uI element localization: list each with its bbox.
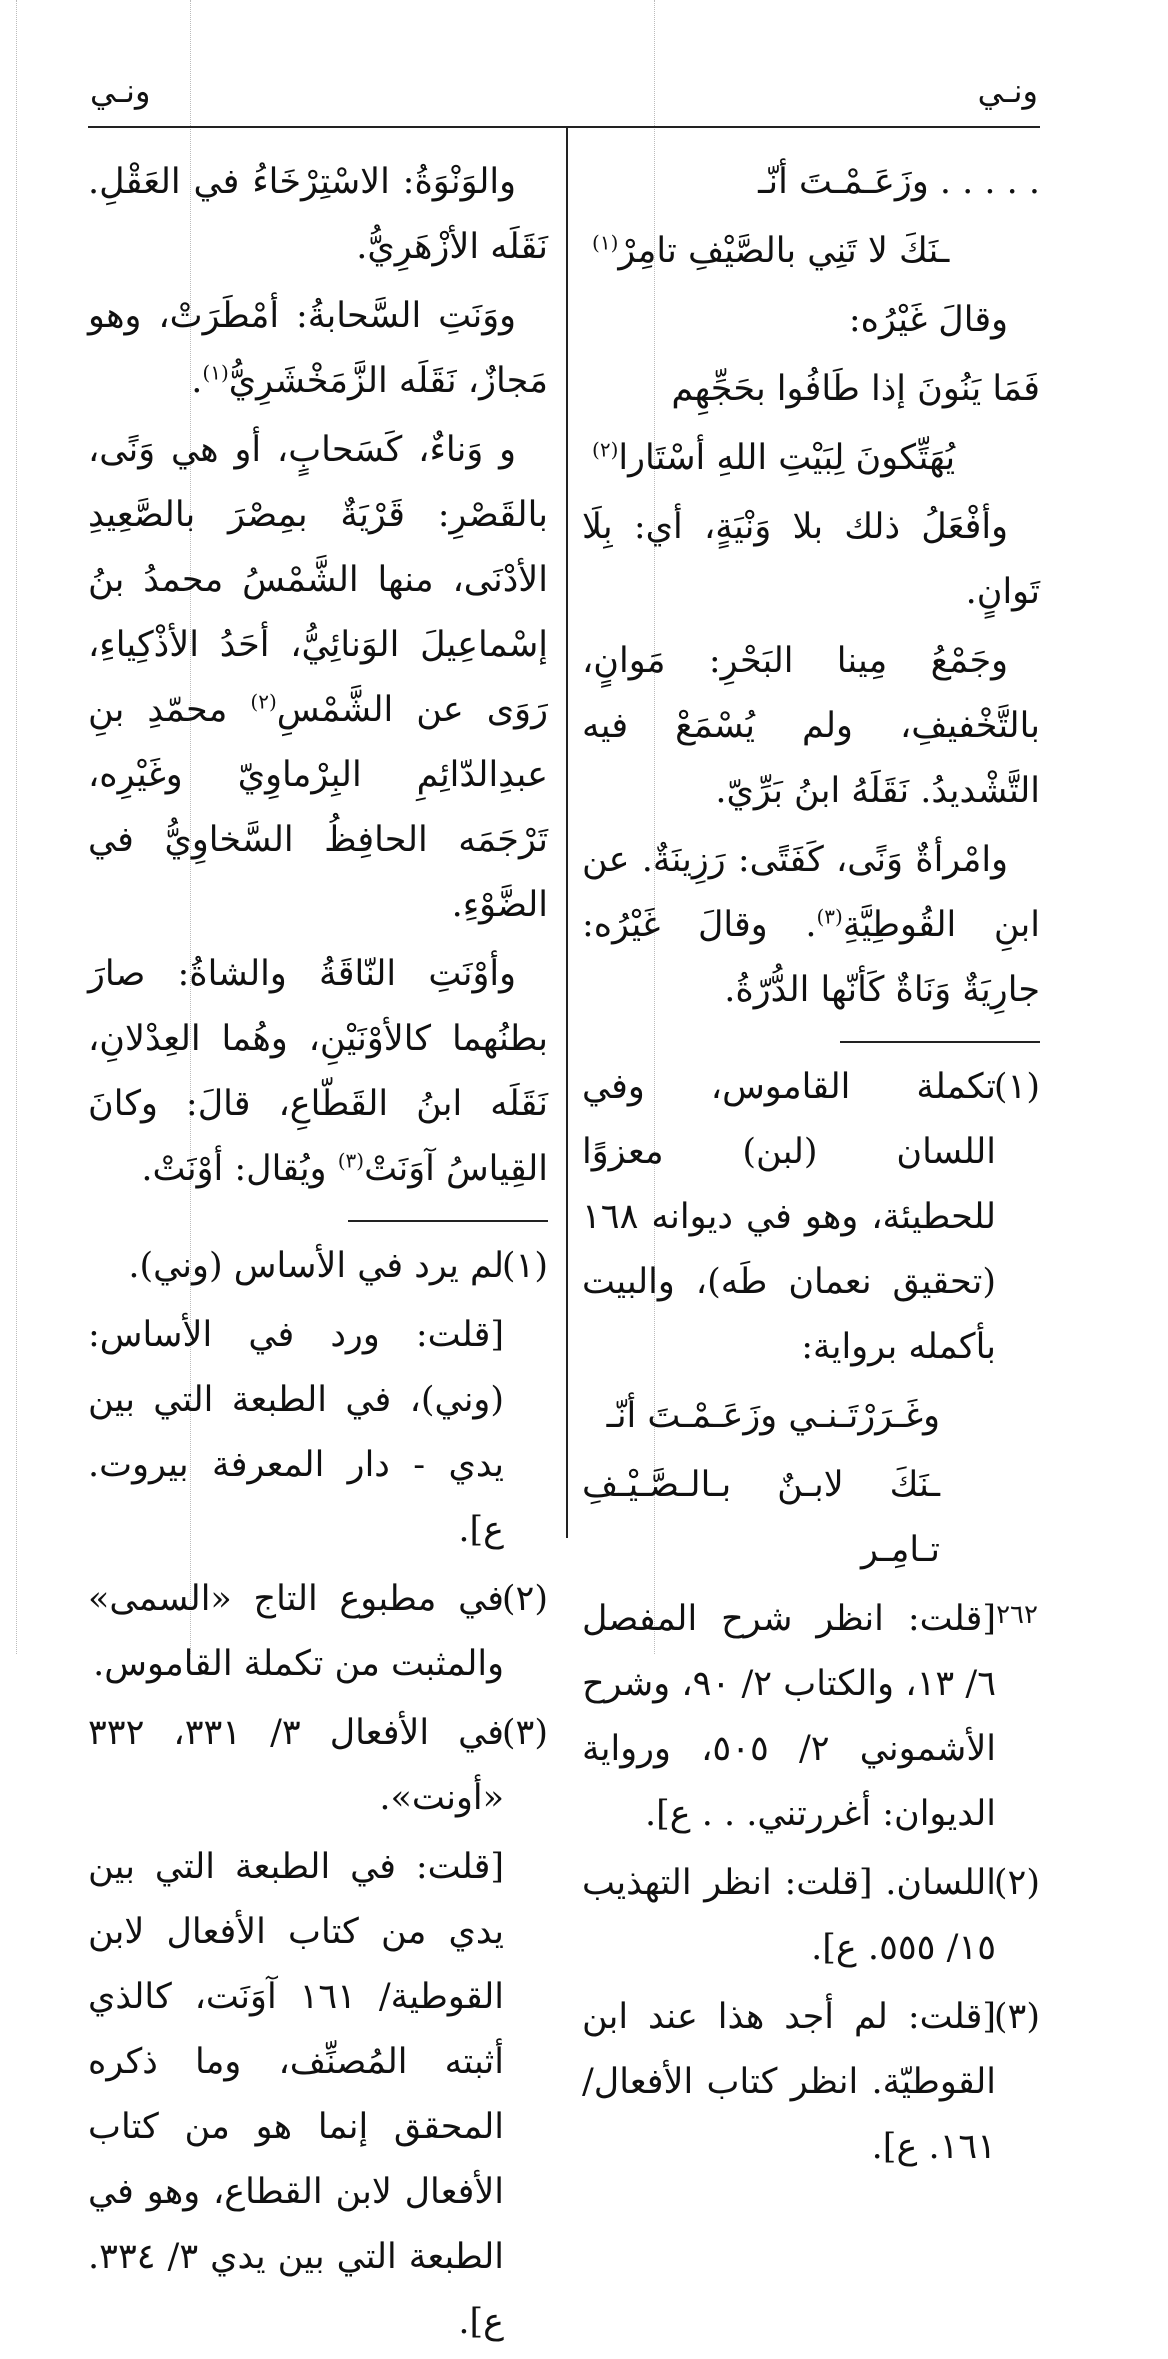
- paragraph-text-cont: . وقالَ غَيْرُه: جارِيَةٌ وَنَاةٌ كَأنّها الدُّرّةُ.: [582, 905, 1040, 1010]
- paragraph: [582, 426, 1040, 491]
- footnote-text: في مطبوع التاج «السمى» والمثبت من تكملة القاموس.: [88, 1579, 504, 1684]
- footnote-ref: (٣): [337, 1148, 365, 1173]
- footnote-text: [قلت: لم أجد هذا عند ابن القوطيّة. انظر كتاب الأفعال/ ١٦١. ع].: [582, 1997, 996, 2167]
- paragraph-text: وأفْعَلُ ذلك بلا وَنْيَةٍ، أي: بِلَا تَوانٍ.: [582, 507, 1040, 612]
- footnote: [88, 1567, 548, 1697]
- running-header-right: ونـي: [977, 72, 1038, 110]
- paragraph-text-cont: ويُقال: أوْنَتْ.: [141, 1149, 338, 1189]
- paragraph-text: و وَناءٌ، كَسَحابٍ، أو هي وَنًى، بالقَصْرِ: قَرْيَةٌ بمِصْرَ بالصَّعِيدِ الأدْنَى، منها الشَّمْسُ محمدُ بنُ إسْماعِيلَ الوَنائِيُّ، أحَدُ الأذْكِياءِ، رَوَى عن الشَّمْسِ: [88, 430, 548, 730]
- paragraph: [582, 150, 1040, 215]
- footnote-ref: (٢): [592, 437, 619, 462]
- header-rule: [88, 126, 1040, 128]
- running-header-left: ونـي: [90, 72, 151, 110]
- paragraph-text: . . . . . وزَعَـمْـتَ أنّـ: [758, 162, 1040, 202]
- footnote-rule: [348, 1220, 548, 1222]
- footnote-text: اللسان. [قلت: انظر التهذيب ١٥/ ٥٥٥. ع].: [582, 1863, 996, 1968]
- paragraph-text: فَمَا يَنُونَ إذا طَافُوا بحَجِّهِم: [671, 369, 1040, 409]
- paragraph: [88, 284, 548, 414]
- footnote: [582, 1055, 1040, 1380]
- paragraph: [582, 629, 1040, 824]
- footnote-text: لم يرد في الأساس (وني).: [128, 1246, 504, 1286]
- paragraph: [88, 418, 548, 938]
- left-column: [88, 150, 548, 2359]
- footnote-continuation: [قلت: في الطبعة التي بين يدي من كتاب الأفعال لابن القوطية/ ١٦١ آوَنَت، كالذي أثبته المُصنِّف، وما ذكره المحقق إنما هو من كتاب الأفعال لابن القطاع، وهو في الطبعة التي بين يدي ٣/ ٣٣٤. ع].: [88, 1847, 505, 2342]
- paragraph: [582, 495, 1040, 625]
- footnote-verse: وغَـرَرْتَـنـي وزَعَـمْـتَ أنّـ: [606, 1396, 940, 1436]
- paragraph: [582, 828, 1040, 1023]
- footnote: [88, 1701, 548, 1831]
- footnote-ref: (٢): [250, 689, 277, 714]
- paragraph: [88, 942, 548, 1202]
- footnote-ref: (٣): [816, 904, 843, 929]
- footnote-verse: ـنَكَ لابـنٌ بـالـصَّـيْـفِ تـامِـر: [582, 1465, 940, 1570]
- paragraph-text: والوَنْوَةُ: الاسْتِرْخَاءُ في العَقْلِ. نَقَلَه الأزْهَرِيُّ.: [88, 162, 548, 267]
- paragraph-text: يُهَتِّكونَ لِبَيْتِ اللهِ أسْتَارا: [618, 438, 956, 478]
- right-footnotes: [582, 1055, 1040, 2180]
- right-column-body: [582, 150, 1040, 1023]
- column-divider: [566, 128, 568, 1538]
- scan-guide-line: [16, 0, 17, 1654]
- paragraph-text: ووَنَتِ السَّحابةُ: أمْطَرَتْ، وهو مَجازٌ، نَقَلَه الزَّمَخْشَرِيُّ: [88, 296, 548, 401]
- footnote-number: (٢): [993, 1863, 1040, 1903]
- footnote-number: (٢): [501, 1579, 548, 1619]
- footnote-continuation: [قلت: انظر شرح المفصل ٦/ ١٣، والكتاب ٢/ ٩٠، وشرح الأشموني ٢/ ٥٠٥، ورواية الديوان: أغررتني. . . ع].: [582, 1599, 997, 1834]
- footnote-number: (٣): [993, 1997, 1040, 2037]
- paragraph-text: وقالَ غَيْرُه:: [848, 300, 1008, 340]
- paragraph: [88, 150, 548, 280]
- paragraph-text: وامْرأةٌ وَنًى، كَفَتًى: رَزِينَةٌ. عن ابنِ القُوطِيَّةِ: [582, 840, 1040, 945]
- footnote-ref: (١): [592, 230, 619, 255]
- paragraph-text-cont: .: [191, 361, 203, 401]
- paragraph-text-cont: محمّدِ بنِ عبدِالدّائِمِ البِرْماوِيّ وغَيْرِه، تَرْجَمَه الحافِظُ السَّخاوِيُّ في الضَّوْءِ.: [88, 690, 548, 925]
- footnote-ref: (١): [202, 360, 229, 385]
- footnote: [582, 1985, 1040, 2180]
- footnote-text: تكملة القاموس، وفي اللسان (لبن) معزوًا للحطيئة، وهو في ديوانه ١٦٨ (تحقيق نعمان طَه)، والبيت بأكمله برواية:: [582, 1067, 996, 1367]
- paragraph-text: وأوْنَتِ النّاقَةُ والشاةُ: صارَ بطنُهما كالأوْنَيْنِ، وهُما العِدْلانِ، نَقَلَه ابنُ القَطّاعِ، قالَ: وكانَ القِياسُ آوَنَتْ: [88, 954, 548, 1189]
- footnote-continuation: [قلت: ورد في الأساس: (وني)، في الطبعة التي بين يدي - دار المعرفة بيروت. ع].: [88, 1315, 504, 1550]
- paragraph: [582, 219, 1040, 284]
- left-column-body: [88, 150, 548, 1202]
- paragraph: [582, 357, 1040, 422]
- footnote-rule: [840, 1041, 1040, 1043]
- footnote: [582, 1851, 1040, 1981]
- footnote-number: (١): [993, 1067, 1040, 1107]
- left-footnotes: [88, 1234, 548, 2355]
- paragraph-text: ـنَكَ لا تَنِي بالصَّيْفِ تامِرْ: [618, 231, 950, 271]
- page-number: ٢٦٢: [996, 1600, 1038, 1630]
- footnote: [88, 1234, 548, 1299]
- paragraph-text: وجَمْعُ مِينا البَحْرِ: مَوانٍ، بالتَّخْفيفِ، ولم يُسْمَعْ فيه التَّشْديدُ. نَقَلَهُ ابنُ بَرِّيّ.: [582, 641, 1040, 811]
- footnote-number: (١): [501, 1246, 548, 1286]
- footnote-text: في الأفعال ٣/ ٣٣١، ٣٣٢ «أونت».: [88, 1713, 505, 1818]
- footnote-number: (٣): [501, 1713, 548, 1753]
- right-column: [582, 150, 1040, 2184]
- paragraph: [582, 288, 1040, 353]
